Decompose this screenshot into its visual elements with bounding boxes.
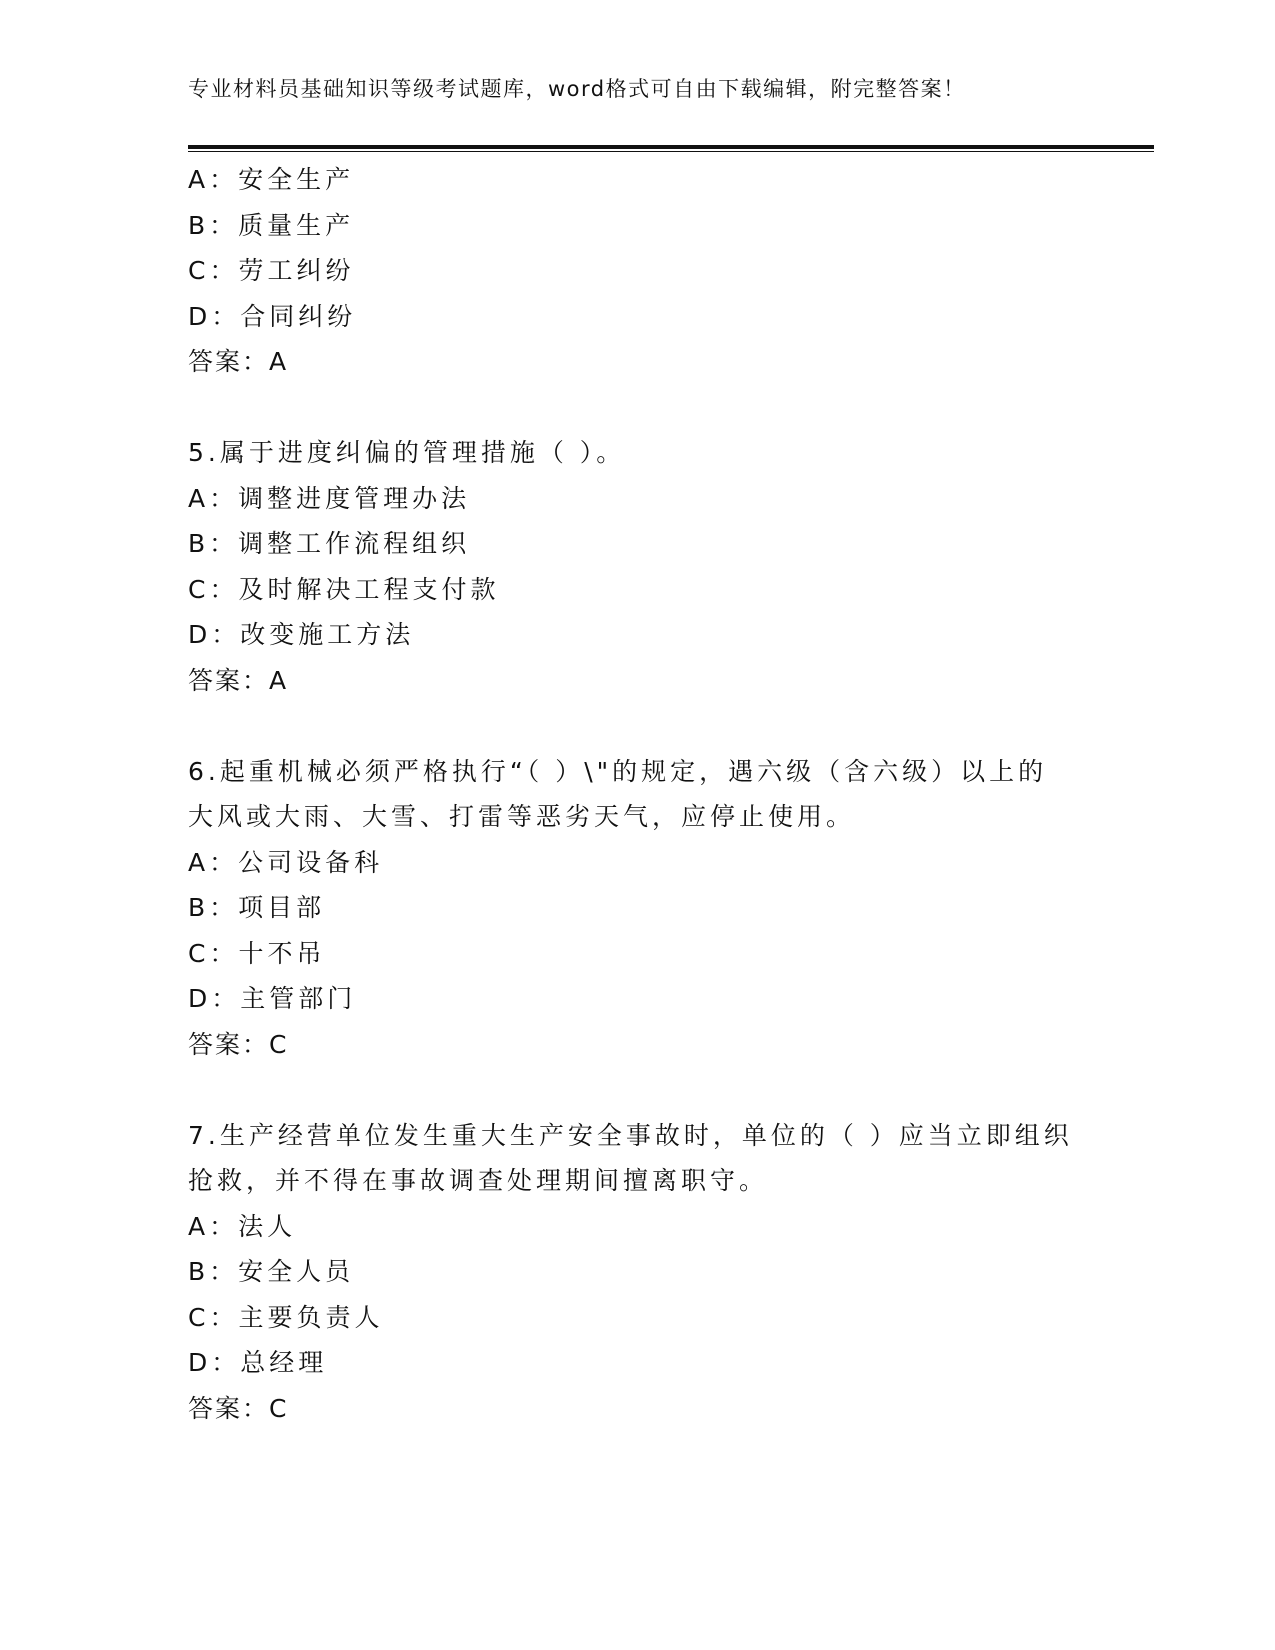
option-b: B：安全人员 xyxy=(188,1257,355,1286)
question-stem-line-1: 6.起重机械必须严格执行“（ ）\"的规定，遇六级（含六级）以上的 xyxy=(188,756,1048,786)
answer: 答案：C xyxy=(188,1029,289,1059)
page-header: 专业材料员基础知识等级考试题库，word格式可自由下载编辑，附完整答案！ xyxy=(188,77,966,101)
option-b: B：质量生产 xyxy=(188,210,355,240)
question-list xyxy=(188,157,1088,1431)
option-d: D：改变施工方法 xyxy=(188,620,415,649)
question-6 xyxy=(188,749,1088,1068)
answer: 答案：A xyxy=(188,347,289,376)
option-d: D：合同纠纷 xyxy=(188,301,357,331)
question-stem-line-2: 大风或大雨、大雪、打雷等恶劣天气，应停止使用。 xyxy=(188,802,856,831)
header-rule-thick xyxy=(188,145,1154,149)
question-stem-line-2: 抢救，并不得在事故调查处理期间擅离职守。 xyxy=(188,1166,769,1195)
option-a: A：调整进度管理办法 xyxy=(188,483,471,513)
option-a: A：公司设备科 xyxy=(188,847,384,877)
option-c: C：及时解决工程支付款 xyxy=(188,574,500,604)
question-4-partial xyxy=(188,157,1088,385)
question-5 xyxy=(188,430,1088,703)
spacer xyxy=(188,703,1088,749)
question-stem-line-1: 7.生产经营单位发生重大生产安全事故时，单位的（ ）应当立即组织 xyxy=(188,1120,1073,1150)
option-b: B：项目部 xyxy=(188,893,326,922)
option-c: C：十不吊 xyxy=(188,938,326,968)
answer: 答案：A xyxy=(188,665,289,695)
option-c: C：主要负责人 xyxy=(188,1302,384,1332)
answer: 答案：C xyxy=(188,1393,289,1423)
option-a: A：安全生产 xyxy=(188,165,355,194)
option-b: B：调整工作流程组织 xyxy=(188,529,471,558)
header-rule-thin xyxy=(188,151,1154,152)
question-stem: 5.属于进度纠偏的管理措施（ ）。 xyxy=(188,438,626,467)
option-d: D：总经理 xyxy=(188,1348,328,1377)
spacer xyxy=(188,385,1088,431)
option-d: D：主管部门 xyxy=(188,984,357,1013)
option-a: A：法人 xyxy=(188,1211,297,1241)
option-c: C：劳工纠纷 xyxy=(188,256,355,285)
spacer xyxy=(188,1067,1088,1113)
question-7 xyxy=(188,1113,1088,1432)
